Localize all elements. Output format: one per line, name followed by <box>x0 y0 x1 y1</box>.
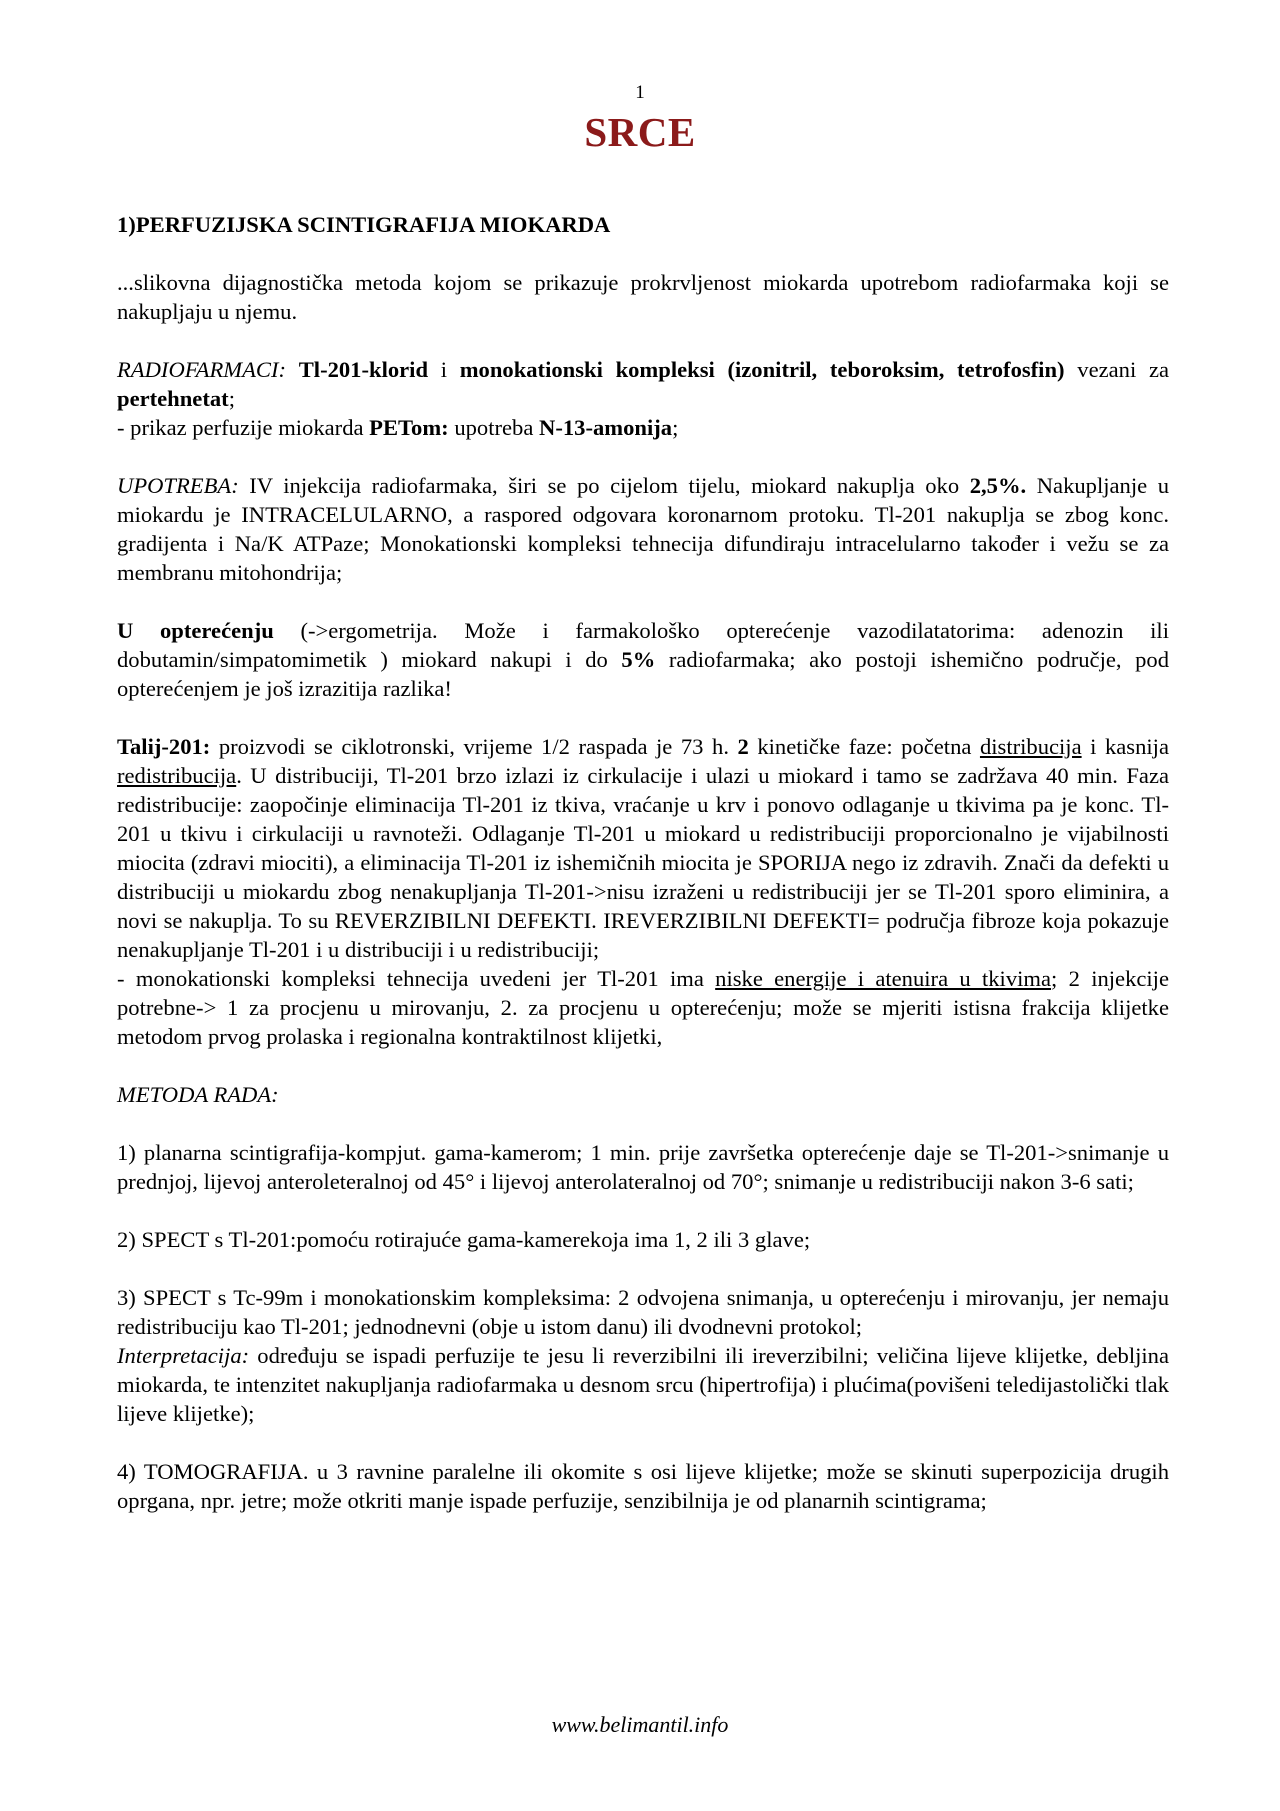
text-run: upotreba <box>448 415 540 440</box>
text-run: niske energije i atenuira u tkivima <box>715 966 1052 991</box>
text-run: i <box>428 357 460 382</box>
text-run: 2,5%. <box>969 473 1027 498</box>
tomografija-paragraph: 4) TOMOGRAFIJA. u 3 ravnine paralelne ili okomite s osi lijeve klijetke; može se skinuti superpozicija drugih oprgana, npr. jetre; može otkriti manje ispade perfuzije, senzibilnija je od planarnih scintigrama; <box>117 1459 1169 1513</box>
page-number: 1 <box>635 82 645 103</box>
text-run: vezani za <box>1064 357 1169 382</box>
text-run: N-13-amonija <box>539 415 673 440</box>
text-run: ; 2 injekcije potrebne-> 1 za procjenu u mirovanju, 2. za procjenu u opterećenju; može se mjeriti istisna frakcija klijetke metodom prvog prolaska i regionalna kontraktilnost klijetki, <box>117 966 1169 1049</box>
upotreba-paragraph <box>117 471 1169 587</box>
talij-paragraph <box>117 732 1169 964</box>
text-run: - prikaz perfuzije miokarda <box>117 415 370 440</box>
text-run: IV injekcija radiofarmaka, širi se po cijelom tijelu, miokard nakuplja oko <box>238 473 970 498</box>
text-run: distribucija <box>979 734 1082 759</box>
metoda-item-3: 3) SPECT s Tc-99m i monokationskim kompleksima: 2 odvojena snimanja, u opterećenju i mirovanju, jer nemaju redistribuciju kao Tl-201; jednodnevni (obje u istom danu) ili dvodnevni protokol; <box>117 1285 1169 1339</box>
metoda-item-1: 1) planarna scintigrafija-kompjut. gama-kamerom; 1 min. prije završetka opterećenje daje se Tl-201->snimanje u prednjoj, lijevoj anteroleteralnoj od 45° i lijevoj anterolateralnoj od 70°; snimanje u redistribuciji nakon 3-6 sati; <box>117 1140 1169 1194</box>
interpretacija-paragraph <box>117 1341 1169 1428</box>
metoda-heading: METODA RADA: <box>117 1082 279 1107</box>
page-title: SRCE <box>584 109 696 155</box>
upotreba-label: UPOTREBA: <box>117 473 239 498</box>
text-run: radiofarmaka; ako postoji ishemično područje, pod opterećenjem je još izrazitija razlika! <box>117 647 1170 701</box>
text-run: proizvodi se ciklotronski, vrijeme 1/2 raspada je 73 h. <box>210 734 738 759</box>
text-run: određuju se ispadi perfuzije te jesu li reverzibilni ili ireverzibilni; veličina lijeve klijetke, debljina miokarda, te intenzitet nakupljanja radiofarmaka u desnom srcu (hipertrofija) i plućima(povišeni teledijastolički tlak lijeve klijetke); <box>117 1343 1169 1426</box>
radiofarmaci-paragraph <box>117 355 1169 413</box>
metoda-item-2: 2) SPECT s Tl-201:pomoću rotirajuće gama-kamerekoja ima 1, 2 ili 3 glave; <box>117 1227 811 1252</box>
pet-line <box>117 413 1169 442</box>
text-run: pertehnetat <box>117 386 229 411</box>
text-run: - monokationski kompleksi tehnecija uvedeni jer Tl-201 ima <box>117 966 716 991</box>
section-heading: 1)PERFUZIJSKA SCINTIGRAFIJA MIOKARDA <box>117 212 611 237</box>
text-run: 5% <box>621 647 656 672</box>
text-run: Nakupljanje u miokardu je INTRACELULARNO, a raspored odgovara koronarnom protoku. Tl-201 nakuplja se zbog konc. gradijenta i Na/K ATPaze; Monokationski kompleksi tehnecija difundiraju intracelularno također i vežu se za membranu mitohondrija; <box>117 473 1169 585</box>
tehnecij-paragraph <box>117 964 1169 1051</box>
text-run: ; <box>228 386 235 411</box>
radiofarmaci-label: RADIOFARMACI: <box>117 357 286 382</box>
intro-paragraph: ...slikovna dijagnostička metoda kojom se prikazuje prokrvljenost miokarda upotrebom radiofarmaka koji se nakupljaju u njemu. <box>117 270 1169 324</box>
interpretacija-label: Interpretacija: <box>117 1343 250 1368</box>
text-run: kinetičke faze: početna <box>748 734 980 759</box>
text-run: Tl-201-klorid <box>298 357 429 382</box>
text-run: . U distribuciji, Tl-201 brzo izlazi iz cirkulacije i ulazi u miokard i tamo se zadržava 40 min. Faza redistribucije: zaopočinje eliminacija Tl-201 iz tkiva, vraćanje u krv i ponovo odlaganje u tkivima pa je konc. Tl-201 u tkivu i cirkulaciji u ravnoteži. Odlaganje Tl-201 u miokard u redistribuciji proporcionalno je vijabilnosti miocita (zdravi miociti), a eliminacija Tl-201 iz ishemičnih miocita je SPORIJA nego iz zdravih. Znači da defekti u distribuciji u miokardu zbog nenakupljanja Tl-201->nisu izraženi u redistribuciji jer se Tl-201 sporo eliminira, a novi se nakuplja. To su REVERZIBILNI DEFEKTI. IREVERZIBILNI DEFEKTI= područja fibroze koja pokazuje nenakupljanje Tl-201 i u distribuciji i u redistribuciji; <box>117 763 1169 962</box>
text-run: PETom: <box>369 415 449 440</box>
talij-label: Talij-201: <box>117 734 211 759</box>
text-run: (->ergometrija. Može i farmakološko opterećenje vazodilatatorima: adenozin ili dobutamin/simpatomimetik ) miokard nakupi i do <box>117 618 1169 672</box>
document-body <box>117 210 1169 1515</box>
text-run: monokationski kompleksi (izonitril, teboroksim, tetrofosfin) <box>459 357 1065 382</box>
text-run: 2 <box>737 734 749 759</box>
opterecenje-label: U opterećenju <box>117 618 274 643</box>
text-run: redistribucija <box>117 763 237 788</box>
text-run: ; <box>672 415 679 440</box>
text-run: i kasnija <box>1081 734 1169 759</box>
footer-link[interactable]: www.belimantil.info <box>551 1712 729 1737</box>
opterecenje-paragraph <box>117 616 1169 703</box>
